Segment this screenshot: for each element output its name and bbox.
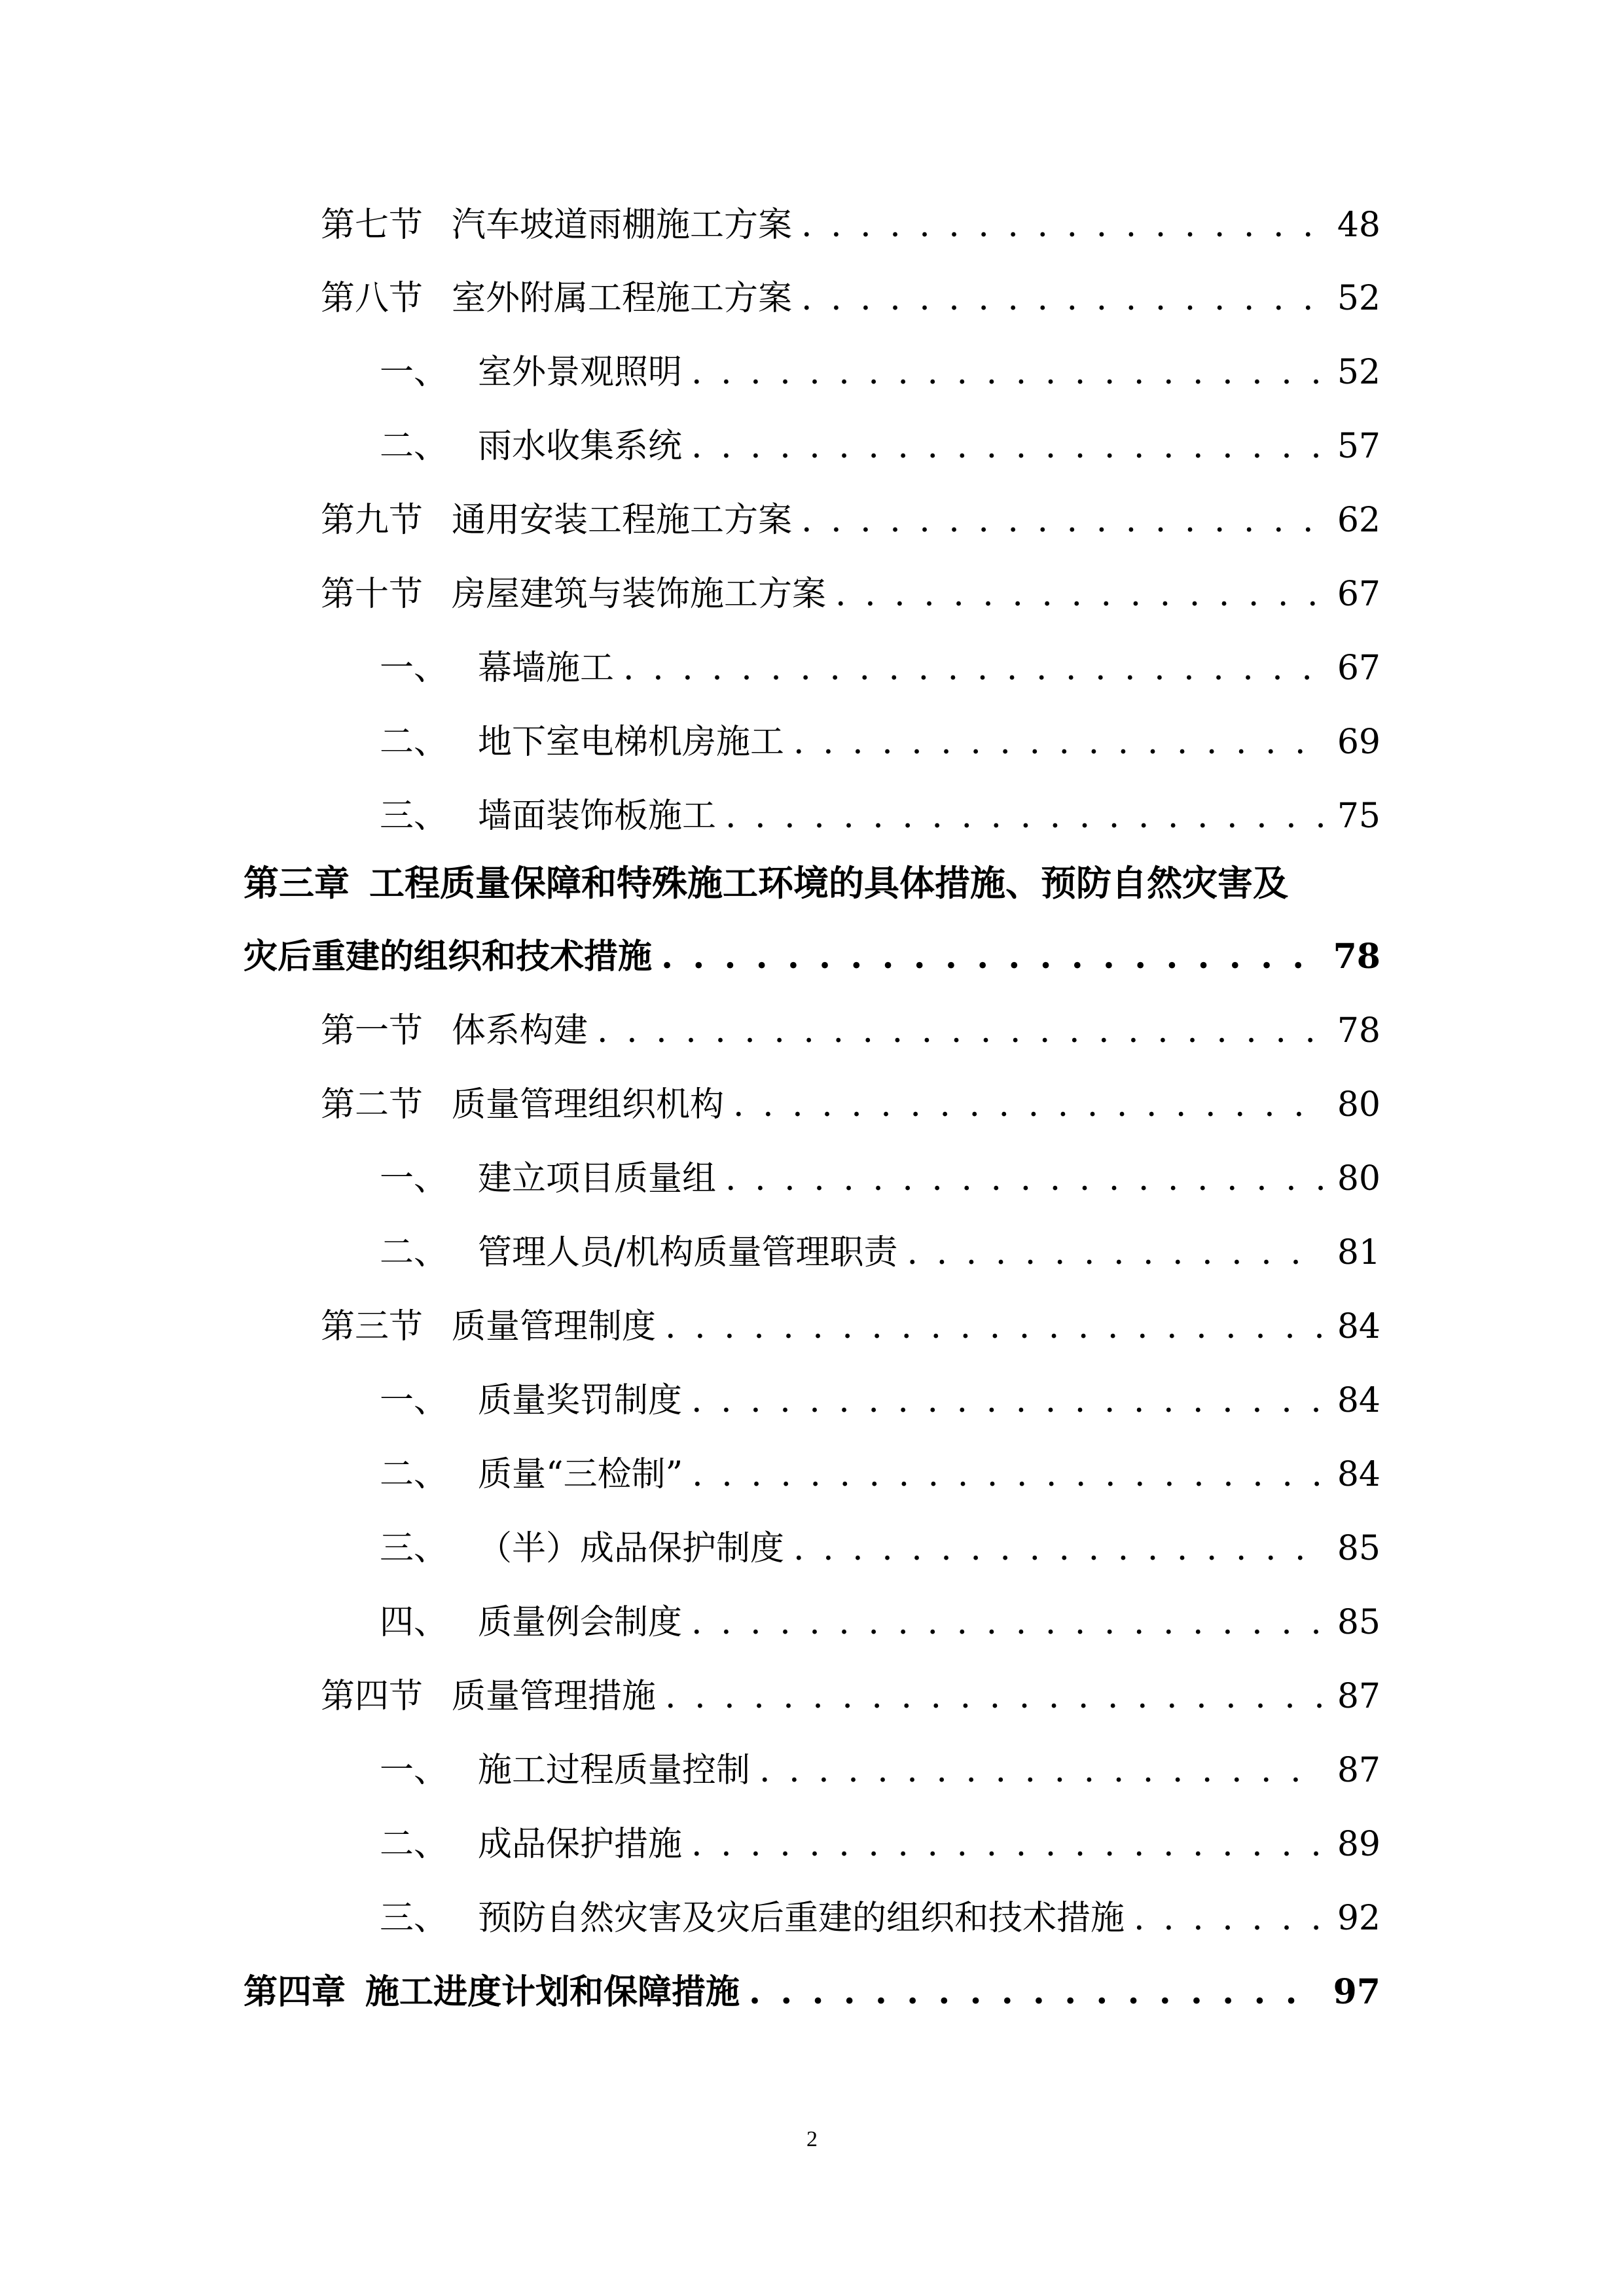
toc-entry-number: 第一节	[321, 1011, 424, 1050]
dot-leader	[597, 1007, 1323, 1054]
toc-entry-page: 80	[1337, 1159, 1380, 1198]
toc-entry-page: 52	[1337, 353, 1380, 392]
toc-entry[interactable]	[380, 1821, 1380, 1868]
toc-entry-number: 第三节	[321, 1307, 424, 1346]
toc-entry[interactable]	[380, 1155, 1380, 1202]
page-number: 2	[806, 2127, 818, 2151]
toc-entry-title: （半）成品保护制度	[478, 1529, 785, 1568]
toc-entry-title: 质量“三检制”	[478, 1455, 683, 1494]
toc-chapter-4[interactable]	[244, 1969, 1380, 2016]
toc-entry[interactable]	[380, 719, 1380, 766]
toc-entry-title: 通用安装工程施工方案	[452, 501, 793, 540]
toc-entry-number: 二、	[380, 1825, 448, 1864]
toc-entry[interactable]	[380, 349, 1380, 396]
dot-leader	[623, 645, 1323, 692]
toc-entry-page: 67	[1337, 575, 1380, 614]
toc-chapter-number: 第三章	[244, 862, 350, 904]
toc-entry-page: 84	[1337, 1307, 1380, 1346]
toc-entry[interactable]	[321, 571, 1380, 618]
toc-entry-number: 第二节	[321, 1085, 424, 1124]
dot-leader	[749, 1969, 1319, 2016]
toc-entry-title: 质量管理组织机构	[452, 1085, 725, 1124]
toc-entry-number: 二、	[380, 1233, 448, 1272]
toc-chapter-title-line1: 工程质量保障和特殊施工环境的具体措施、预防自然灾害及	[369, 862, 1288, 904]
toc-entry-number: 二、	[380, 1455, 448, 1494]
toc-chapter-number: 第四章	[244, 1972, 346, 2012]
toc-entry[interactable]	[380, 423, 1380, 470]
dot-leader	[692, 1451, 1323, 1498]
toc-entry-number: 三、	[380, 1529, 448, 1568]
toc-entry[interactable]	[380, 793, 1380, 840]
toc-entry-page: 78	[1337, 1011, 1380, 1050]
dot-leader	[835, 571, 1323, 618]
toc-chapter-title: 施工进度计划和保障措施	[365, 1972, 740, 2012]
toc-entry-page: 84	[1337, 1381, 1380, 1420]
dot-leader	[1134, 1895, 1323, 1942]
toc-entry-title: 管理人员/机构质量管理职责	[478, 1233, 898, 1272]
toc-entry[interactable]	[321, 202, 1380, 249]
dot-leader	[801, 202, 1323, 249]
dot-leader	[691, 1377, 1323, 1424]
toc-entry-number: 第九节	[321, 501, 424, 540]
toc-entry-page: 57	[1337, 427, 1380, 466]
dot-leader	[801, 497, 1323, 544]
toc-entry-page: 69	[1337, 723, 1380, 762]
toc-entry-page: 84	[1337, 1455, 1380, 1494]
toc-entry[interactable]	[321, 1303, 1380, 1350]
toc-entry-title: 汽车坡道雨棚施工方案	[452, 206, 793, 245]
toc-entry-number: 二、	[380, 427, 448, 466]
toc-entry-title: 施工过程质量控制	[478, 1751, 751, 1790]
toc-entry-number: 一、	[380, 1159, 448, 1198]
toc-entry-title: 室外附属工程施工方案	[452, 279, 793, 318]
toc-entry-number: 三、	[380, 1899, 448, 1938]
toc-entry-page: 52	[1337, 279, 1380, 318]
toc-entry-title: 质量奖罚制度	[478, 1381, 683, 1420]
toc-entry[interactable]	[380, 1525, 1380, 1572]
toc-entry-number: 一、	[380, 1381, 448, 1420]
toc-entry-page: 87	[1337, 1751, 1380, 1790]
dot-leader	[759, 1747, 1323, 1794]
toc-entry-number: 四、	[380, 1603, 448, 1642]
dot-leader	[691, 349, 1323, 396]
dot-leader	[665, 1673, 1323, 1720]
toc-entry[interactable]	[321, 1673, 1380, 1720]
toc-entry[interactable]	[321, 1007, 1380, 1054]
dot-leader	[725, 793, 1323, 840]
dot-leader	[801, 275, 1323, 322]
toc-entry-page: 67	[1337, 649, 1380, 688]
toc-entry-page: 75	[1337, 797, 1380, 836]
toc-entry[interactable]	[380, 1377, 1380, 1424]
toc-chapter-title-line2: 灾后重建的组织和技术措施	[244, 937, 653, 977]
toc-chapter-3-line1[interactable]	[244, 859, 1380, 906]
toc-entry-number: 第八节	[321, 279, 424, 318]
toc-entry[interactable]	[380, 1895, 1380, 1942]
toc-entry-title: 雨水收集系统	[478, 427, 683, 466]
toc-chapter-page: 78	[1333, 937, 1380, 977]
toc-entry[interactable]	[380, 1747, 1380, 1794]
toc-entry-title: 室外景观照明	[478, 353, 683, 392]
dot-leader	[665, 1303, 1323, 1350]
toc-entry-number: 一、	[380, 353, 448, 392]
dot-leader	[691, 1599, 1323, 1646]
dot-leader	[907, 1229, 1323, 1276]
dot-leader	[691, 1821, 1323, 1868]
toc-chapter-page: 97	[1333, 1972, 1380, 2012]
toc-entry-title: 墙面装饰板施工	[478, 797, 717, 836]
toc-entry-number: 第七节	[321, 206, 424, 245]
toc-entry-page: 85	[1337, 1529, 1380, 1568]
dot-leader	[691, 423, 1323, 470]
dot-leader	[725, 1155, 1323, 1202]
toc-entry-title: 体系构建	[452, 1011, 588, 1050]
dot-leader	[661, 933, 1319, 980]
toc-chapter-3-line2[interactable]	[244, 933, 1380, 980]
toc-entry-number: 一、	[380, 1751, 448, 1790]
toc-entry[interactable]	[321, 275, 1380, 322]
toc-entry-number: 二、	[380, 723, 448, 762]
toc-entry-title: 质量管理制度	[452, 1307, 657, 1346]
toc-entry-page: 89	[1337, 1825, 1380, 1864]
toc-entry-page: 85	[1337, 1603, 1380, 1642]
toc-entry-page: 81	[1337, 1233, 1380, 1272]
dot-leader	[793, 1525, 1323, 1572]
toc-entry-number: 第十节	[321, 575, 424, 614]
toc-entry-title: 成品保护措施	[478, 1825, 683, 1864]
toc-entry-number: 三、	[380, 797, 448, 836]
toc-entry-page: 80	[1337, 1085, 1380, 1124]
toc-entry[interactable]	[380, 645, 1380, 692]
toc-entry-title: 建立项目质量组	[478, 1159, 717, 1198]
toc-entry-number: 第四节	[321, 1677, 424, 1716]
toc-entry[interactable]	[321, 497, 1380, 544]
toc-entry-title: 幕墙施工	[478, 649, 615, 688]
toc-entry-title: 房屋建筑与装饰施工方案	[452, 575, 827, 614]
toc-entry[interactable]	[380, 1599, 1380, 1646]
toc-entry-title: 质量例会制度	[478, 1603, 683, 1642]
dot-leader	[733, 1081, 1323, 1128]
dot-leader	[793, 719, 1323, 766]
toc-entry-number: 一、	[380, 649, 448, 688]
toc-entry-page: 48	[1337, 206, 1380, 245]
toc-entry-page: 87	[1337, 1677, 1380, 1716]
toc-entry-title: 质量管理措施	[452, 1677, 657, 1716]
toc-entry[interactable]	[380, 1229, 1380, 1276]
toc-entry[interactable]	[321, 1081, 1380, 1128]
toc-entry-page: 92	[1337, 1899, 1380, 1938]
toc-entry-title: 预防自然灾害及灾后重建的组织和技术措施	[478, 1899, 1125, 1938]
toc-entry-title: 地下室电梯机房施工	[478, 723, 785, 762]
toc-entry[interactable]	[380, 1451, 1380, 1498]
toc-entry-page: 62	[1337, 501, 1380, 540]
